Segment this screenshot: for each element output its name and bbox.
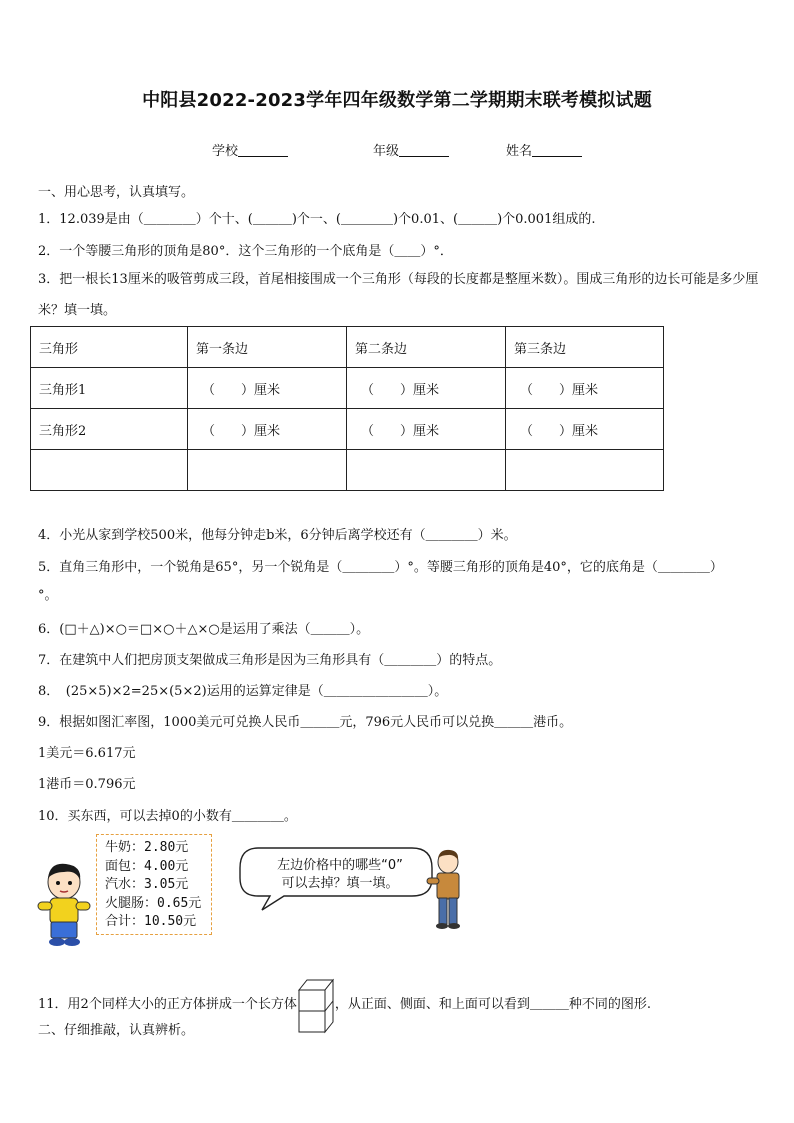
speech-text [250,857,430,893]
price-item: 牛奶：2.80元 [105,840,189,855]
question-6: 6．(□＋△)×○＝□×○＋△×○是运用了乘法（＿＿＿）。 [38,622,370,637]
table-cell[interactable]: （ ）厘米 [188,368,347,409]
page-title: 中阳县2022-2023学年四年级数学第二学期期末联考模拟试题 [142,90,652,111]
section-2-heading: 二、仔细推敲，认真辨析。 [38,1023,195,1038]
question-8: 8． (25×5)×2=25×(5×2)运用的运算定律是（＿＿＿＿＿＿＿＿）。 [38,684,448,699]
table-row [31,409,664,450]
table-cell[interactable]: （ ）厘米 [347,409,506,450]
price-list [96,834,212,935]
school-label: 学校 [212,144,239,159]
table-cell: 三角形2 [31,409,188,450]
name-blank[interactable] [532,142,582,157]
question-7: 7．在建筑中人们把房顶支架做成三角形是因为三角形具有（＿＿＿＿）的特点。 [38,653,502,668]
question-10: 10．买东西，可以去掉0的小数有＿＿＿＿。 [38,809,297,824]
table-cell-empty[interactable] [188,450,347,491]
question-1: 1．12.039是由（＿＿＿＿）个十、(＿＿＿)个一、(＿＿＿＿)个0.01、(＿＿＿)个0.001组成的. [38,212,596,227]
question-2: 2．一个等腰三角形的顶角是80°．这个三角形的一个底角是（＿＿）°． [38,244,453,259]
teacher-illustration [426,848,470,930]
cuboid-figure [297,976,335,1036]
table-header-cell: 第二条边 [347,327,506,368]
name-label: 姓名 [506,144,533,159]
grade-field [373,140,449,159]
grade-blank[interactable] [399,142,449,157]
exchange-rate-usd: 1美元＝6.617元 [38,746,136,761]
table-cell[interactable]: （ ）厘米 [506,409,664,450]
question-11-text: 11．用2个同样大小的正方体拼成一个长方体 [38,997,297,1012]
table-header-cell: 三角形 [31,327,188,368]
exchange-rate-hkd: 1港币＝0.796元 [38,777,136,792]
table-header-cell: 第三条边 [506,327,664,368]
table-cell[interactable]: （ ）厘米 [188,409,347,450]
question-5: 5．直角三角形中，一个锐角是65°，另一个锐角是（＿＿＿＿）°。等腰三角形的顶角是40°，它的底角是（＿＿＿＿） [38,560,723,575]
table-header-cell: 第一条边 [188,327,347,368]
section-1-heading: 一、用心思考，认真填写。 [38,185,195,200]
question-9: 9．根据如图汇率图，1000美元可兑换人民币＿＿＿元，796元人民币可以兑换＿＿＿港币。 [38,715,573,730]
table-cell-empty[interactable] [347,450,506,491]
speech-line: 可以去掉？填一填。 [281,876,399,891]
question-5-continued: °。 [38,588,58,603]
question-11-text-continued: ，从正面、侧面、和上面可以看到＿＿＿种不同的图形. [334,997,651,1012]
price-item: 火腿肠：0.65元 [105,895,202,911]
table-cell-empty[interactable] [31,450,188,491]
school-blank[interactable] [238,142,288,157]
boy-illustration [36,860,94,948]
question-4: 4．小光从家到学校500米，他每分钟走b米，6分钟后离学校还有（＿＿＿＿）米。 [38,528,517,543]
table-cell[interactable]: （ ）厘米 [347,368,506,409]
table-header-row [31,327,664,368]
price-item: 面包：4.00元 [105,858,189,874]
table-cell[interactable]: （ ）厘米 [506,368,664,409]
table-cell-empty[interactable] [506,450,664,491]
triangle-table [30,326,664,491]
grade-label: 年级 [373,144,400,159]
table-cell: 三角形1 [31,368,188,409]
speech-line: 左边价格中的哪些“0” [277,858,403,873]
school-field [212,140,288,159]
price-total: 合计：10.50元 [105,914,197,929]
question-3: 3．把一根长13厘米的吸管剪成三段，首尾相接围成一个三角形（每段的长度都是整厘米数）。围成三角形的边长可能是多少厘米？填一填。 [38,272,759,318]
price-item: 汽水：3.05元 [105,877,189,892]
table-row [31,450,664,491]
name-field [506,140,582,159]
table-row [31,368,664,409]
